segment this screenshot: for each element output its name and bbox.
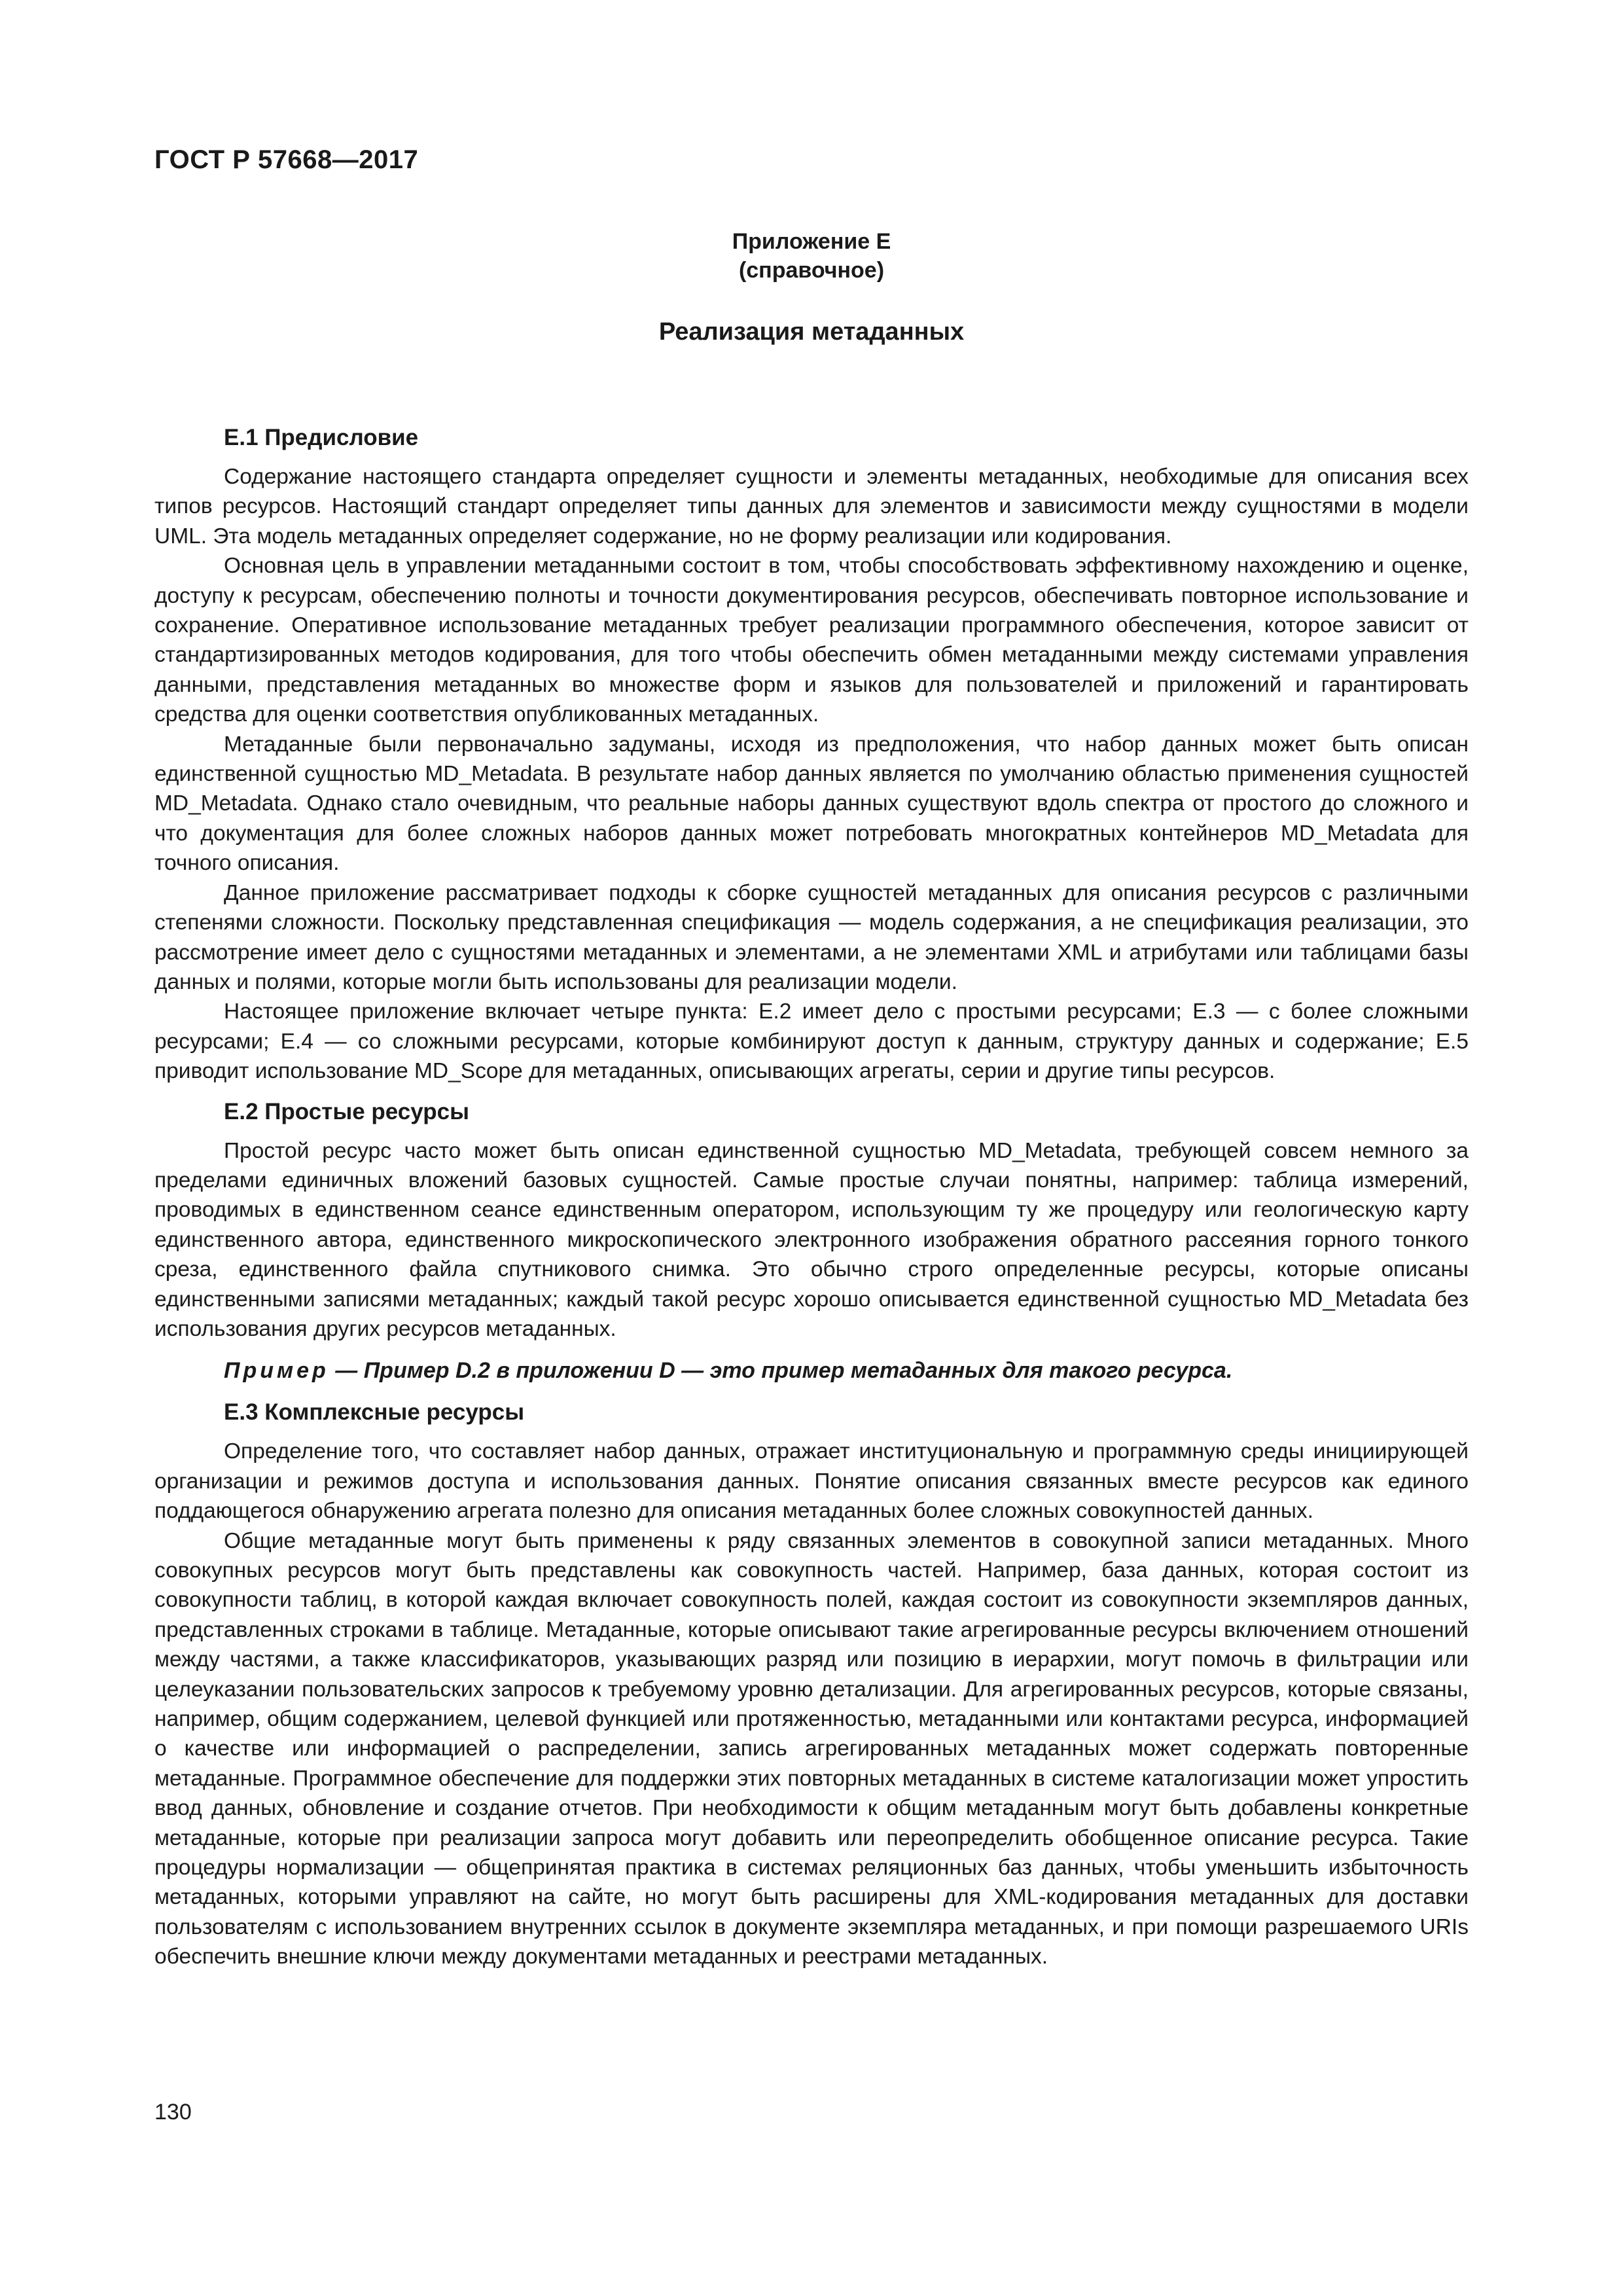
example-text: — Пример D.2 в приложении D — это пример метаданных для такого ресурса. [329, 1358, 1233, 1384]
document-body [154, 423, 1469, 1972]
document-code: ГОСТ Р 57668—2017 [154, 145, 419, 174]
paragraph: Простой ресурс часто может быть описан единственной сущностью MD_Metadata, требующей совсем немного за пределами единичных вложений базовых сущностей. Самые простые случаи понятны, например: таблица измерений, проводимых в единственном сеансе единственным оператором, использующим ту же процедуру или геологическую карту единственного автора, единственного микроскопического электронного изображения обратного рассеяния горного тонкого среза, единственного файла спутникового снимка. Это обычно строго определенные ресурсы, которые описаны единственными записями метаданных; каждый такой ресурс хорошо описывается единственной сущностью MD_Metadata без использования других ресурсов метаданных. [154, 1138, 1469, 1341]
page-number: 130 [154, 2100, 192, 2125]
paragraph: Определение того, что составляет набор данных, отражает институциональную и программную среды инициирующей организации и режимов доступа и использования данных. Понятие описания связанных вместе ресурсов как единого поддающегося обнаружению агрегата полезно для описания метаданных более сложных совокупностей данных. [154, 1439, 1469, 1524]
paragraph: Метаданные были первоначально задуманы, исходя из предположения, что набор данных может быть описан единственной сущностью MD_Metadata. В результате набор данных является по умолчанию областью применения сущностей MD_Metadata. Однако стало очевидным, что реальные наборы данных существуют вдоль спектра от простого до сложного и что документация для более сложных наборов данных может потребовать многократных контейнеров MD_Metadata для точного описания. [154, 732, 1469, 876]
paragraph: Настоящее приложение включает четыре пункта: Е.2 имеет дело с простыми ресурсами; Е.3 — с более сложными ресурсами; Е.4 — со сложными ресурсами, которые комбинируют доступ к данным, структуру данных и содержание; Е.5 приводит использование MD_Scope для метаданных, описывающих агрегаты, серии и другие типы ресурсов. [154, 999, 1469, 1084]
appendix-subtitle: (справочное) [738, 258, 885, 283]
paragraph: Данное приложение рассматривает подходы к сборке сущностей метаданных для описания ресурсов с различными степенями сложности. Поскольку представленная спецификация — модель содержания, а не спецификация реализации, это рассмотрение имеет дело с сущностями метаданных и элементами, а не элементами XML и атрибутами или таблицами базы данных и полями, которые могли быть использованы для реализации модели. [154, 880, 1469, 994]
appendix-title: Приложение Е [732, 229, 891, 254]
section-heading-e2: Е.2 Простые ресурсы [224, 1098, 469, 1124]
page-title: Реализация метаданных [658, 318, 965, 346]
example-note [154, 1355, 1469, 1386]
paragraph: Общие метаданные могут быть применены к ряду связанных элементов в совокупной записи метаданных. Много совокупных ресурсов могут быть представлены как совокупность частей. Например, база данных, которая состоит из совокупности таблиц, в которой каждая включает совокупность полей, каждая состоит из совокупности экземпляров данных, представленных строками в таблице. Метаданные, которые описывают такие агрегированные ресурсы включением отношений между частями, а также классификаторов, указывающих разряд или позицию в иерархии, могут помочь в фильтрации или целеуказании пользовательских запросов к требуемому уровню детализации. Для агрегированных ресурсов, которые связаны, например, общим содержанием, целевой функцией или протяженностью, метаданными или контактами ресурса, информацией о качестве или информацией о распределении, запись агрегированных метаданных может содержать повторенные метаданные. Программное обеспечение для поддержки этих повторных метаданных в системе каталогизации может упростить ввод данных, обновление и создание отчетов. При необходимости к общим метаданным могут быть добавлены конкретные метаданные, которые при реализации запроса могут добавить или переопределить обобщенное описание ресурса. Такие процедуры нормализации — общепринятая практика в системах реляционных баз данных, чтобы уменьшить избыточность метаданных, которыми управляют на сайте, но могут быть расширены для XML-кодирования метаданных для доставки пользователям с использованием внутренних ссылок в документе экземпляра метаданных, и при помощи разрешаемого URIs обеспечить внешние ключи между документами метаданных и реестрами метаданных. [154, 1528, 1469, 1969]
example-label: Пример [224, 1358, 329, 1384]
paragraph: Содержание настоящего стандарта определяет сущности и элементы метаданных, необходимые для описания всех типов ресурсов. Настоящий стандарт определяет типы данных для элементов и зависимости между сущностями в модели UML. Эта модель метаданных определяет содержание, но не форму реализации или кодирования. [154, 465, 1469, 548]
section-heading-e1: Е.1 Предисловие [224, 425, 419, 450]
section-heading-e3: Е.3 Комплексные ресурсы [224, 1399, 525, 1426]
paragraph: Основная цель в управлении метаданными состоит в том, чтобы способствовать эффективному нахождению и оценке, доступу к ресурсам, обеспечению полноты и точности документирования ресурсов, обеспечивать повторное использование и сохранение. Оперативное использование метаданных требует реализации программного обеспечения, которое зависит от стандартизированных методов кодирования, для того чтобы обеспечить обмен метаданными между системами управления данными, представления метаданных во множестве форм и языков для пользователей и приложений и гарантировать средства для оценки соответствия опубликованных метаданных. [154, 554, 1469, 727]
